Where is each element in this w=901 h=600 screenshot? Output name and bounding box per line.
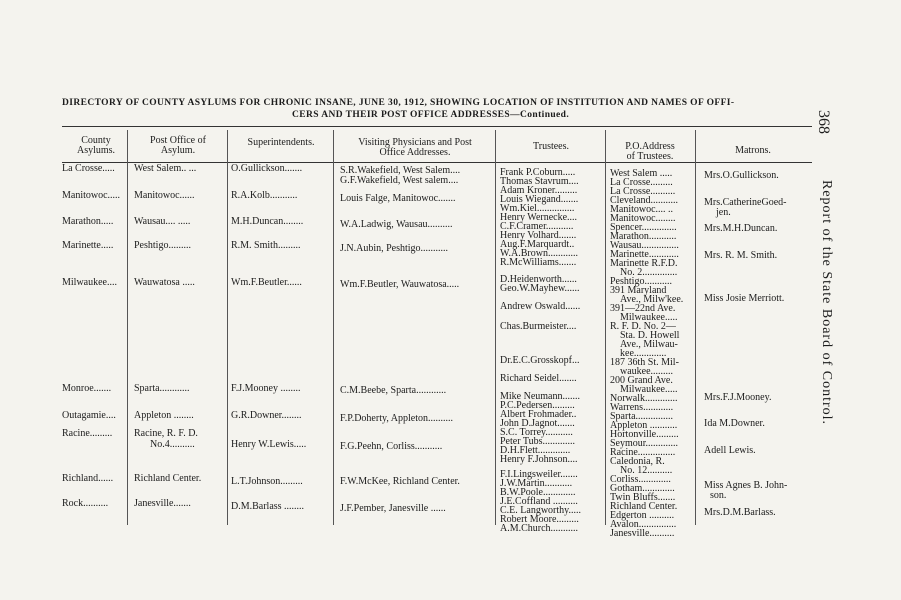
col-divider-4 <box>495 130 496 525</box>
trustee-cell: Wm.Kiel............... <box>500 203 575 214</box>
superintendent-cell: D.M.Barlass ........ <box>231 501 305 512</box>
postoffice-cell: Wauwatosa ..... <box>134 277 195 288</box>
county-cell: Milwaukee.... <box>62 277 117 288</box>
superintendent-cell: R.M. Smith......... <box>231 240 301 251</box>
county-cell: Rock.......... <box>62 498 109 509</box>
po-address-cell: No. 12.......... <box>620 465 673 476</box>
postoffice-cell: No.4.......... <box>150 439 195 450</box>
postoffice-cell: West Salem.. ... <box>134 163 197 174</box>
page-title-line2: CERS AND THEIR POST OFFICE ADDRESSES—Continued. <box>292 110 570 120</box>
header-po-address: P.O.Address of Trustees. <box>625 141 675 162</box>
physician-cell: C.M.Beebe, Sparta............ <box>340 385 447 396</box>
page-title-line1: DIRECTORY OF COUNTY ASYLUMS FOR CHRONIC INSANE, JUNE 30, 1912, SHOWING LOCATION OF INSTITUTION AND NAMES OF OFFI- <box>62 98 735 108</box>
header-county: County Asylums. <box>76 135 116 156</box>
po-address-cell: Marinette R.F.D. <box>610 258 678 269</box>
matron-cell: Mrs.D.M.Barlass. <box>704 507 776 518</box>
trustee-cell: Richard Seidel....... <box>500 373 577 384</box>
po-address-cell: Marinette............ <box>610 249 679 260</box>
trustee-cell: J.W.Martin........... <box>500 478 573 489</box>
trustee-cell: Albert Frohmader.. <box>500 409 577 420</box>
matron-cell: Ida M.Downer. <box>704 418 765 429</box>
county-cell: La Crosse..... <box>62 163 115 174</box>
postoffice-cell: Sparta............ <box>134 383 190 394</box>
po-address-cell: Avalon............... <box>610 519 677 530</box>
trustee-cell: C.F.Cramer........... <box>500 221 574 232</box>
postoffice-cell: Janesville....... <box>134 498 191 509</box>
superintendent-cell: L.T.Johnson......... <box>231 476 303 487</box>
po-address-cell: Ave., Milwau- <box>620 339 678 350</box>
po-address-cell: Cleveland........... <box>610 195 679 206</box>
physician-cell: Louis Falge, Manitowoc....... <box>340 193 456 204</box>
trustee-cell: Henry F.Johnson.... <box>500 454 578 465</box>
county-cell: Monroe....... <box>62 383 112 394</box>
trustee-cell: John D.Jagnot....... <box>500 418 575 429</box>
trustee-cell: W.A.Brown............ <box>500 248 578 259</box>
trustee-cell: D.H.Flett............. <box>500 445 571 456</box>
county-cell: Marathon..... <box>62 216 114 227</box>
po-address-cell: 200 Grand Ave. <box>610 375 673 386</box>
col-divider-3 <box>333 130 334 525</box>
postoffice-cell: Richland Center. <box>134 473 202 484</box>
postoffice-cell: Wausau.... ..... <box>134 216 191 227</box>
trustee-cell: D.Heidenworth...... <box>500 274 577 285</box>
po-address-cell: Appleton ........... <box>610 420 678 431</box>
matron-cell: son. <box>710 490 727 501</box>
matron-cell: Mrs.M.H.Duncan. <box>704 223 778 234</box>
matron-cell: jen. <box>716 207 731 218</box>
po-address-cell: Edgerton .......... <box>610 510 675 521</box>
matron-cell: Mrs.O.Gullickson. <box>704 170 779 181</box>
po-address-cell: 391 Maryland <box>610 285 667 296</box>
trustee-cell: J.E.Coffland .......... <box>500 496 578 507</box>
po-address-cell: kee............. <box>620 348 667 359</box>
col-divider-6 <box>695 130 696 525</box>
trustee-cell: Dr.E.C.Grosskopf... <box>500 355 580 366</box>
po-address-cell: Wausau............... <box>610 240 679 251</box>
trustee-cell: Chas.Burmeister.... <box>500 321 577 332</box>
superintendent-cell: G.R.Downer........ <box>231 410 302 421</box>
header-superintendents: Superintendents. <box>247 137 315 148</box>
po-address-cell: Spencer.............. <box>610 222 677 233</box>
physician-cell: F.P.Doherty, Appleton.......... <box>340 413 453 424</box>
po-address-cell: Manitowoc........ <box>610 213 676 224</box>
matron-cell: Miss Agnes B. John- <box>704 480 788 491</box>
superintendent-cell: Henry W.Lewis..... <box>231 439 307 450</box>
trustee-cell: F.I.Lingsweiler....... <box>500 469 578 480</box>
po-address-cell: West Salem ..... <box>610 168 673 179</box>
po-address-cell: Caledonia, R. <box>610 456 665 467</box>
po-address-cell: La Crosse......... <box>610 177 673 188</box>
header-post-office: Post Office of Asylum. <box>150 135 206 156</box>
trustee-cell: Henry Wernecke.... <box>500 212 578 223</box>
trustee-cell: P.C.Pedersen......... <box>500 400 575 411</box>
superintendent-cell: Wm.F.Beutler...... <box>231 277 302 288</box>
col-divider-5 <box>605 130 606 525</box>
physician-cell: F.W.McKee, Richland Center. <box>340 476 460 487</box>
po-address-cell: 187 36th St. Mil- <box>610 357 679 368</box>
trustee-cell: Geo.W.Mayhew...... <box>500 283 580 294</box>
po-address-cell: Norwalk............. <box>610 393 678 404</box>
col-divider-2 <box>227 130 228 525</box>
trustee-cell: Mike Neumann....... <box>500 391 580 402</box>
po-address-cell: La Crosse.......... <box>610 186 676 197</box>
trustee-cell: Adam Kroner......... <box>500 185 578 196</box>
trustee-cell: Frank P.Coburn..... <box>500 167 576 178</box>
county-cell: Marinette..... <box>62 240 114 251</box>
trustee-cell: A.M.Church........... <box>500 523 579 534</box>
trustee-cell: Thomas Stavrum.... <box>500 176 579 187</box>
trustee-cell: Robert Moore......... <box>500 514 579 525</box>
matron-cell: Adell Lewis. <box>704 445 756 456</box>
trustee-cell: Peter Tubs............. <box>500 436 576 447</box>
po-address-cell: Twin Bluffs....... <box>610 492 676 503</box>
po-address-cell: R. F. D. No. 2— <box>610 321 676 332</box>
po-address-cell: Corliss............. <box>610 474 671 485</box>
po-address-cell: Milwaukee..... <box>620 312 678 323</box>
physician-cell: F.G.Peehn, Corliss........... <box>340 441 443 452</box>
superintendent-cell: F.J.Mooney ........ <box>231 383 301 394</box>
trustee-cell: Andrew Oswald...... <box>500 301 581 312</box>
header-trustees: Trustees. <box>532 141 570 152</box>
superintendent-cell: M.H.Duncan........ <box>231 216 304 227</box>
physician-cell: S.R.Wakefield, West Salem.... <box>340 165 461 176</box>
po-address-cell: 391—22nd Ave. <box>610 303 676 314</box>
matron-cell: Mrs. R. M. Smith. <box>704 250 778 261</box>
po-address-cell: Richland Center. <box>610 501 678 512</box>
trustee-cell: Louis Wiegand....... <box>500 194 579 205</box>
superintendent-cell: O.Gullickson....... <box>231 163 303 174</box>
matron-cell: Mrs.CatherineGoed- <box>704 197 787 208</box>
po-address-cell: Ave., Milw'kee. <box>620 294 684 305</box>
physician-cell: G.F.Wakefield, West salem.... <box>340 175 459 186</box>
col-divider-1 <box>127 130 128 525</box>
header-physicians: Visiting Physicians and Post Office Addresses. <box>358 137 472 158</box>
postoffice-cell: Peshtigo......... <box>134 240 191 251</box>
page-number: 368 <box>815 110 832 134</box>
po-address-cell: Racine............... <box>610 447 676 458</box>
po-address-cell: waukee......... <box>620 366 674 377</box>
po-address-cell: Sparta............... <box>610 411 674 422</box>
trustee-cell: Henry Volhard....... <box>500 230 577 241</box>
county-cell: Manitowoc..... <box>62 190 121 201</box>
po-address-cell: Milwaukee..... <box>620 384 678 395</box>
trustee-cell: C.E. Langworthy..... <box>500 505 582 516</box>
po-address-cell: Marathon........... <box>610 231 677 242</box>
po-address-cell: Hortonville......... <box>610 429 679 440</box>
superintendent-cell: R.A.Kolb........... <box>231 190 298 201</box>
matron-cell: Mrs.F.J.Mooney. <box>704 392 772 403</box>
header-matrons: Matrons. <box>735 145 771 156</box>
po-address-cell: No. 2.............. <box>620 267 678 278</box>
trustee-cell: R.McWilliams....... <box>500 257 577 268</box>
po-address-cell: Warrens............ <box>610 402 674 413</box>
trustee-cell: S.C. Torrey........... <box>500 427 573 438</box>
postoffice-cell: Appleton ........ <box>134 410 194 421</box>
matron-cell: Miss Josie Merriott. <box>704 293 785 304</box>
physician-cell: Wm.F.Beutler, Wauwatosa..... <box>340 279 460 290</box>
trustee-cell: Aug.F.Marquardt.. <box>500 239 575 250</box>
physician-cell: W.A.Ladwig, Wausau.......... <box>340 219 453 230</box>
county-cell: Outagamie.... <box>62 410 116 421</box>
county-cell: Richland...... <box>62 473 114 484</box>
trustee-cell: B.W.Poole............. <box>500 487 576 498</box>
po-address-cell: Peshtigo........... <box>610 276 672 287</box>
county-cell: Racine......... <box>62 428 113 439</box>
physician-cell: J.F.Pember, Janesville ...... <box>340 503 446 514</box>
po-address-cell: Gotham............. <box>610 483 675 494</box>
po-address-cell: Manitowoc.... .. <box>610 204 674 215</box>
postoffice-cell: Racine, R. F. D. <box>134 428 198 439</box>
po-address-cell: Janesville.......... <box>610 528 675 539</box>
header-top-rule <box>62 126 812 127</box>
postoffice-cell: Manitowoc...... <box>134 190 195 201</box>
side-running-title: Report of the State Board of Control. <box>819 180 834 426</box>
po-address-cell: Sta. D. Howell <box>620 330 680 341</box>
po-address-cell: Seymour............. <box>610 438 679 449</box>
physician-cell: J.N.Aubin, Peshtigo........... <box>340 243 449 254</box>
